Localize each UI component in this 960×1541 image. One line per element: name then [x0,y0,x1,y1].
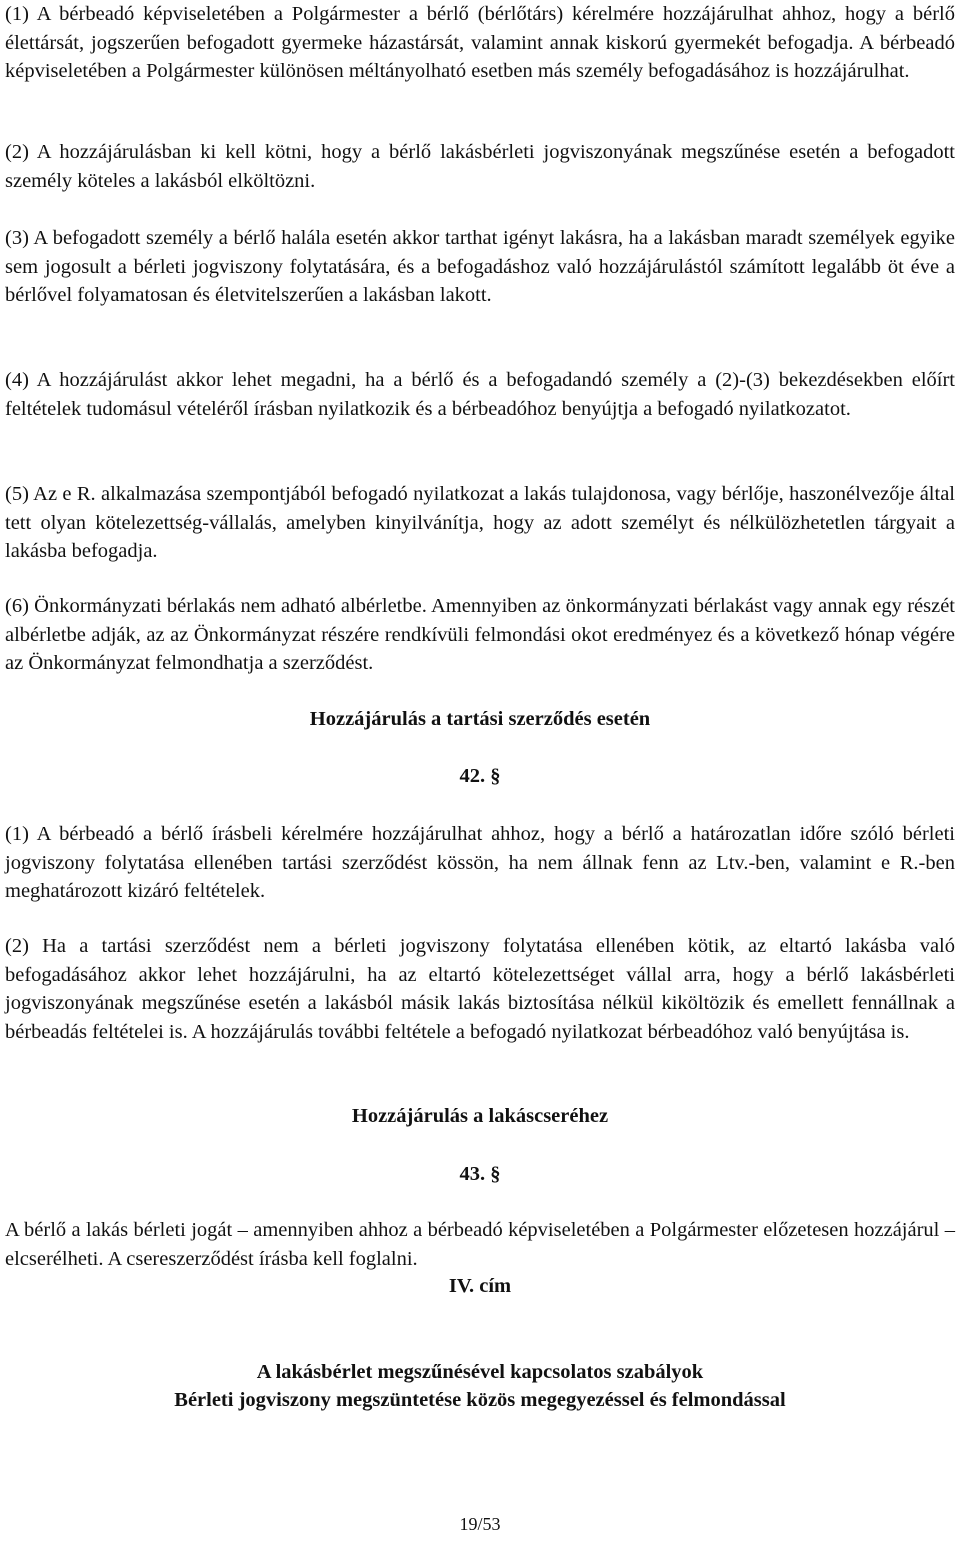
title-iv-heading: IV. cím [448,1275,512,1297]
paragraph-43: A bérlő a lakás bérleti jogát – amennyiben ahhoz a bérbeadó képviseletében a Polgármester előzetesen hozzájárul – elcserélheti. A csereszerződést írásba kell foglalni. [5,1219,955,1270]
paragraph-41-6: (6) Önkormányzati bérlakás nem adható albérletbe. Amennyiben az önkormányzati bérlakást vagy annak egy részét albérletbe adják, az az Önkormányzat részére rendkívüli felmondási okot eredményez és a következő hónap végére az Önkormányzat felmondhatja a szerződést. [5,595,955,675]
paragraph-41-3: (3) A befogadott személy a bérlő halála esetén akkor tarthat igényt lakásra, ha a lakásban maradt személyek egyike sem jogosult a bérleti jogviszony folytatására, és a befogadáshoz való hozzájárulástól számított legalább öt éve a bérlővel folyamatosan és életvitelszerűen a lakásban lakott. [5,227,955,307]
paragraph-41-1: (1) A bérbeadó képviseletében a Polgármester a bérlő (bérlőtárs) kérelmére hozzájárulhat ahhoz, hogy a bérlő élettársát, jogszerűen befogadott gyermeke házastársát, valamint annak kiskorú gyermekét befogadja. A bérbeadó képviseletében a Polgármester különösen méltányolható esetben más személy befogadásához is hozzájárulhat. [5,3,955,83]
page-number: 19/53 [459,1514,501,1534]
paragraph-41-5: (5) Az e R. alkalmazása szempontjából befogadó nyilatkozat a lakás tulajdonosa, vagy bérlője, haszonélvezője által tett olyan kötelezettség-vállalás, amelyben kinyilvánítja, hogy az adott személyt és nélkülözhetetlen tárgyait a lakásba befogadja. [5,483,955,563]
paragraph-42-1: (1) A bérbeadó a bérlő írásbeli kérelmére hozzájárulhat ahhoz, hogy a bérlő a határozatlan időre szóló bérleti jogviszony folytatása ellenében tartási szerződést kössön, ha nem állnak fenn az Ltv.-ben, valamint e R.-ben meghatározott kizáró feltételek. [5,823,955,903]
paragraph-41-2: (2) A hozzájárulásban ki kell kötni, hogy a bérlő lakásbérleti jogviszonyának megszűnése esetén a befogadott személy köteles a lakásból elköltözni. [5,141,955,192]
section-number-42: 42. § [459,765,501,787]
paragraph-41-4: (4) A hozzájárulást akkor lehet megadni, ha a bérlő és a befogadandó személy a (2)-(3) bekezdésekben előírt feltételek tudomásul vételéről írásban nyilatkozik és a bérbeadóhoz benyújtja a befogadó nyilatkozatot. [5,369,955,420]
title-iv-subheading-1: A lakásbérlet megszűnésével kapcsolatos szabályok [256,1361,704,1383]
heading-apartment-exchange: Hozzájárulás a lakáscseréhez [351,1105,609,1127]
paragraph-42-2: (2) Ha a tartási szerződést nem a bérleti jogviszony folytatása ellenében kötik, az eltartó lakásba való befogadásához akkor lehet hozzájárulni, ha az eltartó kötelezettséget vállal arra, hogy a bérlő lakásbérleti jogviszonyának megszűnése esetén a lakásból másik lakás biztosítása nélkül kiköltözik és emellett fennállnak a bérbeadás feltételei is. A hozzájárulás további feltétele a befogadó nyilatkozat bérbeadóhoz való benyújtása is. [5,935,955,1043]
heading-maintenance-contract: Hozzájárulás a tartási szerződés esetén [309,708,651,730]
title-iv-subheading-2: Bérleti jogviszony megszüntetése közös megegyezéssel és felmondással [174,1389,786,1411]
section-number-43: 43. § [459,1163,501,1185]
